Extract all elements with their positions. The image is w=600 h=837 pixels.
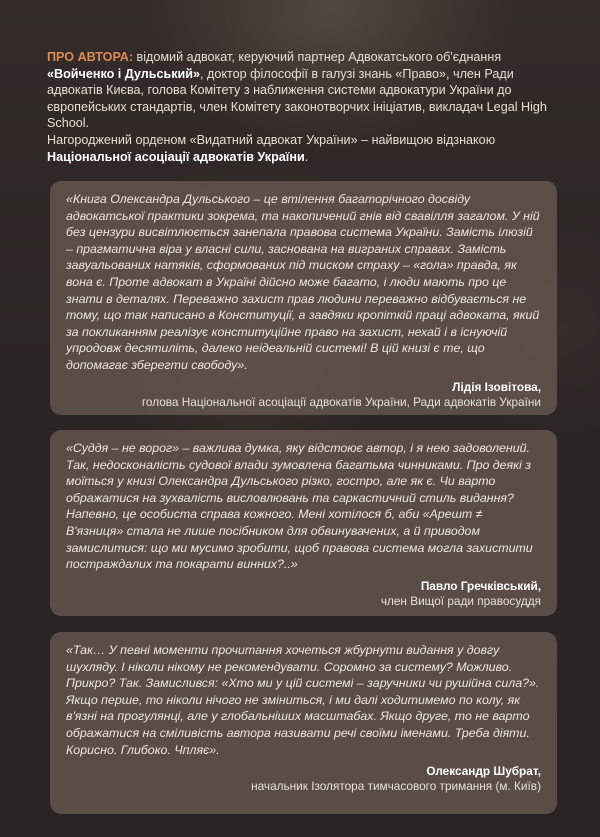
- review-signature-1: [66, 380, 541, 410]
- reviewer-name-2: Павло Гречківський,: [420, 578, 541, 593]
- author-bio-part2: , доктор філософії в галузі знань «Право», член Ради адвокатів Києва, голова Комітету з наближення системи адвокатури України до європейських стандартів, член Комітету законотворчих ініціатив, викладач Legal High School.: [47, 66, 547, 131]
- author-bio: [47, 49, 559, 132]
- law-firm-name: «Войченко і Дульський»: [47, 66, 201, 81]
- review-signature-3: [66, 764, 541, 794]
- review-card-1: [50, 181, 557, 415]
- review-text-3: «Так… У певні моменти прочитання хочеться жбурнути видання у довгу шухляду. І ніколи нікому не рекомендувати. Соромно за систему? Можливо. Прикро? Так. Замислився: «Хто ми у цій системі – заручники чи рушійна сила?». Якщо перше, то ніколи нічого не зміниться, і ми далі ходитимемо по колу, як в'язні на прогулянці, але у глобальніших масштабах. Якщо друге, то не варто ображатися на сміливість автора називати речі своїми іменами. Треба діяти. Корисно. Глибоко. Чпляє».: [66, 643, 540, 757]
- reviewer-role-2: член Вищої ради правосуддя: [380, 593, 541, 608]
- about-author-section: [47, 49, 559, 165]
- reviewer-name-1: Лідія Ізовітова,: [452, 379, 541, 394]
- author-award-end: .: [304, 149, 309, 164]
- reviewer-role-1: голова Національної асоціації адвокатів України, Ради адвокатів України: [141, 394, 541, 409]
- reviewer-name-3: Олександр Шубрат,: [426, 764, 541, 779]
- review-text-1: «Книга Олександра Дульського – це втілення багаторічного досвіду адвокатської практики зокрема, та накопичений гнів від свавілля загалом. У ній без цензури висвітлюється занепала правова система України. Замість ілюзій – прагматична віра у власні сили, заснована на виграних справах. Замість завуальованих натяків, сформованих під тиском страху – «гола» правда, як вона є. Проте адвокат в Україні дійсно може багато, і люди мають про це знати в деталях. Переважно захист прав людини переважно відбувається не тому, що так написано в Конституції, а завдяки кропіткій праці адвоката, який за покликанням реалізує конституційне право на захист, нехай і в існуючій упродовж десятиліть, далеко неідеальній системі! В цій книзі є те, що допомагає зберегти свободу».: [66, 192, 540, 372]
- review-text-2: «Суддя – не ворог» – важлива думка, яку відстоює автор, і я нею задоволений. Так, недосконалість судової влади зумовлена багатьма чинниками. Про деякі з моїться у книзі Олександра Дульського різко, гостро, але як є. Чи варто ображатися на зухвалість висловлювань та саркастичний стиль видання? Напевно, це особиста справа кожного. Мені хотілося б, аби «Арешт ≠ В'язниця» стала не лише посібником для обвинувачених, а й приводом замислитися: що ми мусимо зробити, щоб правова система могла захистити постраждалих та покарати винних?..»: [66, 441, 533, 572]
- author-award-text: Нагороджений орденом «Видатний адвокат України» – найвищою відзнакою: [47, 132, 496, 147]
- award-organization: Національної асоціації адвокатів України: [47, 149, 305, 164]
- about-author-heading: ПРО АВТОРА:: [47, 50, 134, 64]
- review-card-2: [50, 430, 557, 616]
- reviewer-role-3: начальник Ізолятора тимчасового тримання (м. Київ): [251, 779, 541, 794]
- review-card-3: [50, 632, 557, 814]
- author-award: [47, 132, 559, 165]
- review-signature-2: [66, 579, 541, 609]
- author-bio-part1: відомий адвокат, керуючий партнер Адвокатського об'єднання: [133, 50, 502, 64]
